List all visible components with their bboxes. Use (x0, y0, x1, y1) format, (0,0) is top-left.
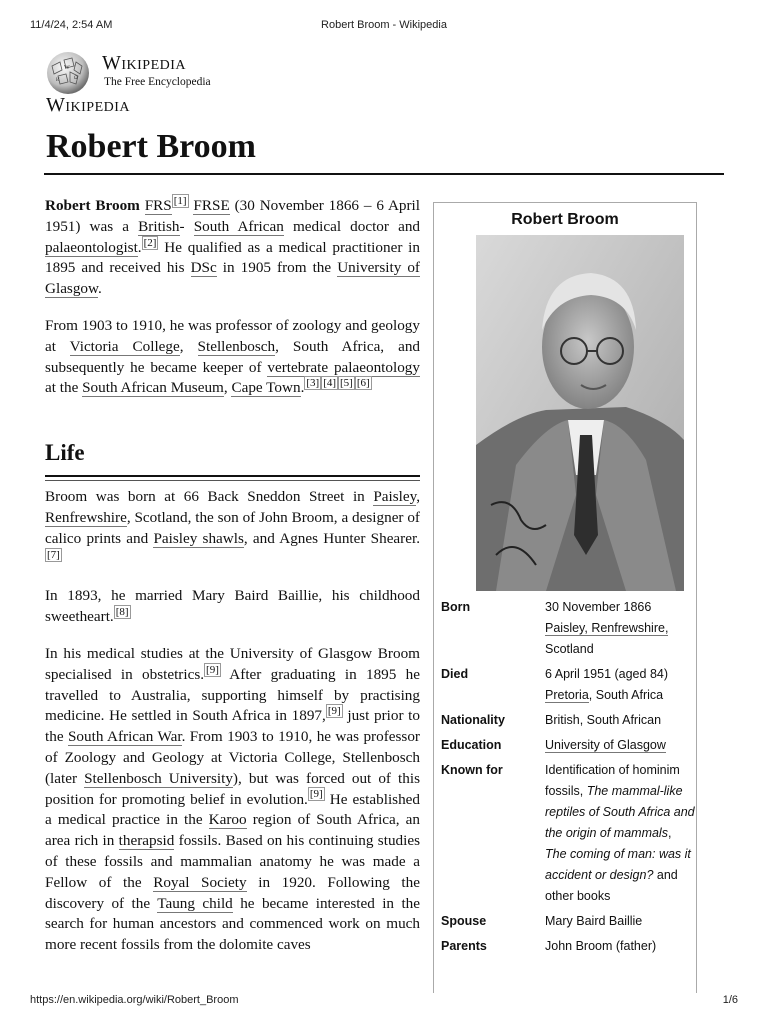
infobox (433, 202, 697, 993)
article-body (45, 196, 420, 972)
text: In his medical studies at the University of Glasgow Broom specialised in obstetrics. (45, 644, 420, 683)
text: at the (45, 379, 83, 397)
text: and other books (545, 868, 678, 903)
link-south-african-war[interactable]: South African War (67, 728, 182, 746)
text: ), but was forced out of this position for promoting belief in evolution. (45, 769, 420, 808)
text: in 1920. Following the discovery of the (45, 873, 420, 912)
ref-5[interactable]: [5] (340, 377, 353, 390)
ref-7[interactable]: [7] (47, 548, 60, 561)
text: , (416, 488, 420, 506)
text: , (667, 826, 672, 840)
link-pretoria[interactable]: Pretoria (545, 688, 589, 702)
link-cape-town[interactable]: Cape Town (231, 379, 301, 397)
text: After graduating in 1895 he travelled to Australia, supporting himself by practising medicine. He settled in South Africa in 1897, (45, 665, 420, 725)
wordmark: Wikipedia (102, 52, 187, 74)
link-victoria-college[interactable]: Victoria College (69, 337, 180, 355)
infobox-title: Robert Broom (511, 211, 619, 228)
life-paragraph-3 (45, 644, 420, 956)
ref-1[interactable]: [1] (173, 194, 187, 207)
value-died (545, 664, 696, 706)
infobox-row-spouse (434, 911, 696, 932)
text: region of South Africa, an area rich in (45, 811, 420, 850)
section-heading-life: Life (45, 440, 85, 466)
value-education (545, 735, 696, 756)
label-nationality: Nationality (441, 713, 505, 727)
infobox-row-parents (434, 936, 696, 957)
svg-text:Ω: Ω (74, 76, 78, 81)
text: just prior to the (45, 707, 420, 746)
print-footer (30, 994, 738, 1006)
wordmark-below: Wikipedia (46, 94, 131, 116)
died-country: , South Africa (588, 688, 664, 702)
link-frs[interactable]: FRS (144, 197, 172, 214)
intro-paragraph-2 (45, 316, 420, 399)
book-title: The mammal-like reptiles of South Africa and the origin of mammals (545, 784, 695, 840)
text: , (179, 337, 198, 355)
label-spouse: Spouse (441, 914, 487, 928)
ref-9[interactable]: [9] (206, 663, 219, 676)
label-parents: Parents (441, 939, 487, 953)
born-date: 30 November 1866 (545, 600, 652, 614)
link-british[interactable]: British (138, 217, 180, 235)
ref-9[interactable]: [9] (309, 788, 323, 801)
infobox-row-born (434, 597, 696, 660)
link-frse[interactable]: FRSE (193, 197, 230, 214)
link-university-of-glasgow[interactable]: University of Glasgow (45, 259, 420, 298)
link-royal-society[interactable]: Royal Society (153, 873, 247, 891)
text: , South Africa, and subsequently he became keeper of (45, 337, 421, 376)
intro-paragraph-1 (45, 196, 420, 300)
infobox-rows (434, 597, 696, 961)
text: . (137, 238, 142, 256)
value-spouse: Mary Baird Baillie (545, 914, 643, 928)
text: . (98, 280, 102, 298)
link-south-african[interactable]: South African (193, 217, 284, 235)
infobox-row-known-for (434, 760, 696, 907)
text: , Scotland, the son of John Broom, a designer of calico prints and (45, 508, 420, 547)
link-taung-child[interactable]: Taung child (157, 894, 233, 912)
ref-6[interactable]: [6] (356, 377, 370, 390)
born-country: Scotland (545, 642, 594, 656)
print-datetime: 11/4/24, 2:54 AM (30, 19, 113, 31)
svg-text:W: W (64, 65, 70, 71)
text: In 1893, he married Mary Baird Baillie, his childhood sweetheart. (45, 587, 420, 626)
portrait-image (476, 235, 684, 591)
text: fossils. Based on his continuing studies of these fossils and mammalian anatomy he was made a Fellow of the (45, 832, 420, 891)
link-stellenbosch[interactable]: Stellenbosch (197, 337, 276, 355)
text: - (179, 217, 194, 235)
label-known-for: Known for (441, 763, 503, 777)
link-stellenbosch-university[interactable]: Stellenbosch University (84, 769, 233, 787)
svg-text:И: И (56, 78, 60, 83)
print-url: https://en.wikipedia.org/wiki/Robert_Broom (30, 994, 239, 1006)
link-born-place[interactable]: Paisley, Renfrewshire, (545, 621, 669, 635)
subject-name: Robert Broom (45, 197, 140, 214)
ref-8[interactable]: [8] (115, 606, 129, 619)
link-renfrewshire[interactable]: Renfrewshire (45, 508, 127, 526)
book-title: The coming of man: was it accident or design? (545, 847, 691, 882)
text: he became interested in the search for human ancestors and commenced work on much more recent fossils from the dolomite caves (45, 894, 420, 954)
value-born (545, 597, 696, 660)
link-education[interactable]: University of Glasgow (545, 738, 666, 752)
link-therapsid[interactable]: therapsid (118, 832, 175, 850)
page-title: Robert Broom (46, 128, 256, 165)
text: From 1903 to 1910, he was professor of zoology and geology at (45, 316, 420, 355)
ref-2[interactable]: [2] (143, 236, 157, 249)
ref-4[interactable]: [4] (323, 377, 337, 390)
text: (30 November 1866 – 6 April 1951) was a (45, 197, 420, 235)
value-known-for (545, 760, 696, 907)
text: He qualified as a medical practitioner in 1895 and received his (45, 238, 420, 277)
tagline: The Free Encyclopedia (104, 76, 211, 88)
value-nationality: British, South African (545, 713, 662, 727)
page-number: 1/6 (722, 994, 738, 1006)
wikipedia-logo[interactable] (44, 46, 264, 116)
link-palaeontologist[interactable]: palaeontologist (45, 238, 138, 256)
text: He established a medical practice in the (45, 790, 421, 829)
label-born: Born (441, 600, 471, 614)
ref-9[interactable]: [9] (327, 705, 341, 718)
text: . (300, 379, 305, 397)
link-paisley[interactable]: Paisley (373, 488, 417, 506)
value-parents: John Broom (father) (545, 939, 657, 953)
text: medical doctor and (283, 217, 421, 235)
life-paragraph-2 (45, 586, 420, 628)
infobox-row-died (434, 664, 696, 706)
died-date: 6 April 1951 (aged 84) (545, 667, 669, 681)
portrait-photo[interactable] (476, 235, 684, 591)
text: Broom was born at 66 Back Sneddon Street in (45, 488, 374, 506)
link-south-african-museum[interactable]: South African Museum (82, 379, 224, 397)
text: . From 1903 to 1910, he was professor of Zoology and Geology at Victoria College, Stellenbosch (later (45, 728, 420, 787)
link-dsc[interactable]: DSc (190, 259, 217, 277)
section-divider (45, 475, 420, 477)
link-vertebrate-palaeontology[interactable]: vertebrate palaeontology (267, 358, 420, 376)
text: Identification of hominim fossils, (545, 763, 680, 798)
link-paisley-shawls[interactable]: Paisley shawls (153, 529, 244, 547)
print-header (30, 19, 738, 33)
print-page-title: Robert Broom - Wikipedia (321, 19, 447, 31)
section-divider-thin (45, 480, 420, 481)
label-education: Education (441, 738, 502, 752)
link-karoo[interactable]: Karoo (208, 811, 247, 829)
label-died: Died (441, 667, 469, 681)
text: , and Agnes Hunter Shearer. (243, 529, 420, 547)
title-divider (44, 173, 724, 175)
infobox-row-nationality (434, 710, 696, 731)
infobox-row-education (434, 735, 696, 756)
life-paragraph-1 (45, 487, 420, 570)
ref-3[interactable]: [3] (306, 377, 320, 390)
text: , (223, 379, 232, 397)
wikipedia-globe-icon (44, 48, 92, 96)
text: in 1905 from the (216, 259, 338, 277)
